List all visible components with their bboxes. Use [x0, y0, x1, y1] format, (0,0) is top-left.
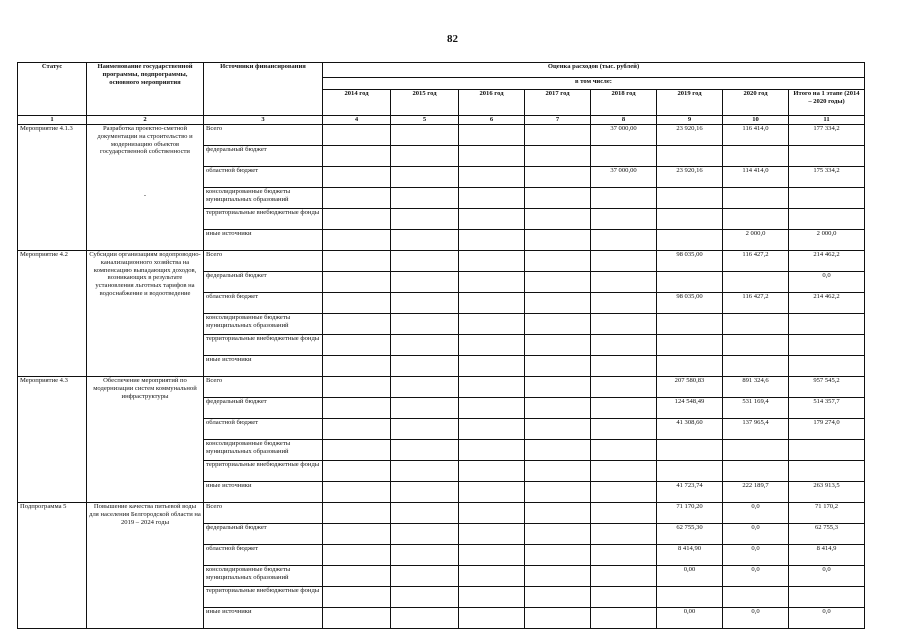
amount-cell — [591, 251, 657, 272]
section-name-cell — [87, 377, 204, 503]
amount-cell — [391, 230, 459, 251]
amount-cell — [723, 461, 789, 482]
amount-cell — [525, 566, 591, 587]
amount-cell — [525, 587, 591, 608]
amount-cell — [591, 335, 657, 356]
amount-cell — [591, 524, 657, 545]
amount-cell — [591, 293, 657, 314]
amount-cell — [323, 461, 391, 482]
section-status: Мероприятие 4.2 — [18, 251, 87, 377]
amount-cell — [391, 293, 459, 314]
amount-cell: 8 414,9 — [789, 545, 865, 566]
amount-cell — [323, 440, 391, 461]
table-row — [18, 125, 865, 146]
section-status: Мероприятие 4.1.3 — [18, 125, 87, 251]
amount-cell: 0,00 — [657, 566, 723, 587]
column-index: 3 — [204, 116, 323, 125]
amount-cell — [459, 482, 525, 503]
amount-cell — [789, 356, 865, 377]
amount-cell — [525, 419, 591, 440]
amount-cell — [723, 356, 789, 377]
amount-cell — [323, 146, 391, 167]
funding-source: иные источники — [204, 356, 323, 377]
amount-cell — [391, 209, 459, 230]
amount-cell — [657, 587, 723, 608]
amount-cell — [459, 188, 525, 209]
budget-table — [17, 62, 865, 629]
amount-cell: 62 755,30 — [657, 524, 723, 545]
amount-cell — [789, 461, 865, 482]
column-index: 7 — [525, 116, 591, 125]
amount-cell — [391, 335, 459, 356]
amount-cell: 98 035,00 — [657, 251, 723, 272]
amount-cell — [391, 272, 459, 293]
amount-cell: 114 414,0 — [723, 167, 789, 188]
amount-cell — [459, 503, 525, 524]
section-name: Субсидии организациям водопроводно-канализационного хозяйства на компенсацию выпадающих доходов, возникающих в результате установления льготных тарифов на водоснабжение и водоотведение — [89, 251, 201, 297]
amount-cell: 0,0 — [789, 272, 865, 293]
amount-cell — [323, 272, 391, 293]
funding-source: Всего — [204, 377, 323, 398]
funding-source: Всего — [204, 251, 323, 272]
amount-cell — [525, 188, 591, 209]
amount-cell — [723, 335, 789, 356]
section-name: Повышение качества питьевой воды для населения Белгородской области на 2019 – 2024 годы — [89, 503, 201, 526]
amount-cell: 23 920,16 — [657, 167, 723, 188]
header-year: 2016 год — [459, 90, 525, 116]
amount-cell: 8 414,90 — [657, 545, 723, 566]
column-index: 8 — [591, 116, 657, 125]
amount-cell: 71 170,20 — [657, 503, 723, 524]
header-year: 2018 год — [591, 90, 657, 116]
amount-cell — [657, 209, 723, 230]
amount-cell — [525, 524, 591, 545]
header-year: 2020 год — [723, 90, 789, 116]
amount-cell — [591, 188, 657, 209]
amount-cell — [591, 272, 657, 293]
amount-cell — [323, 398, 391, 419]
amount-cell — [657, 230, 723, 251]
amount-cell — [525, 209, 591, 230]
amount-cell: 177 334,2 — [789, 125, 865, 146]
funding-source: областной бюджет — [204, 419, 323, 440]
amount-cell — [391, 503, 459, 524]
amount-cell — [323, 482, 391, 503]
amount-cell — [525, 356, 591, 377]
section-name-cell — [87, 503, 204, 629]
amount-cell — [525, 146, 591, 167]
amount-cell: 222 189,7 — [723, 482, 789, 503]
funding-source: Всего — [204, 125, 323, 146]
amount-cell — [525, 335, 591, 356]
amount-cell — [723, 272, 789, 293]
amount-cell: 116 427,2 — [723, 293, 789, 314]
funding-source: территориальные внебюджетные фонды — [204, 587, 323, 608]
amount-cell: 531 169,4 — [723, 398, 789, 419]
amount-cell: 0,0 — [723, 545, 789, 566]
header-name: Наименование государственной программы, подпрограммы, основного мероприятия — [87, 63, 204, 116]
column-index: 5 — [391, 116, 459, 125]
amount-cell — [591, 503, 657, 524]
amount-cell — [391, 482, 459, 503]
amount-cell — [323, 608, 391, 629]
amount-cell — [657, 314, 723, 335]
amount-cell: 41 308,60 — [657, 419, 723, 440]
amount-cell — [591, 461, 657, 482]
amount-cell — [525, 272, 591, 293]
amount-cell — [591, 608, 657, 629]
funding-source: федеральный бюджет — [204, 398, 323, 419]
funding-source: консолидированные бюджеты муниципальных образований — [204, 188, 323, 209]
amount-cell: 2 000,0 — [789, 230, 865, 251]
amount-cell — [391, 524, 459, 545]
amount-cell — [723, 440, 789, 461]
amount-cell — [459, 314, 525, 335]
amount-cell — [525, 167, 591, 188]
funding-source: областной бюджет — [204, 167, 323, 188]
column-index: 2 — [87, 116, 204, 125]
amount-cell — [459, 608, 525, 629]
amount-cell — [723, 209, 789, 230]
funding-source: территориальные внебюджетные фонды — [204, 335, 323, 356]
section-name: Обеспечение мероприятий по модернизации систем коммунальной инфраструктуры — [93, 377, 197, 400]
amount-cell — [789, 587, 865, 608]
amount-cell — [591, 587, 657, 608]
funding-source: федеральный бюджет — [204, 272, 323, 293]
amount-cell: 514 357,7 — [789, 398, 865, 419]
amount-cell — [789, 209, 865, 230]
amount-cell: 0,0 — [723, 566, 789, 587]
amount-cell — [459, 566, 525, 587]
amount-cell — [525, 608, 591, 629]
amount-cell — [525, 293, 591, 314]
amount-cell: 263 913,5 — [789, 482, 865, 503]
amount-cell — [657, 461, 723, 482]
amount-cell — [459, 398, 525, 419]
amount-cell: 179 274,0 — [789, 419, 865, 440]
amount-cell — [391, 461, 459, 482]
amount-cell — [323, 314, 391, 335]
amount-cell — [323, 251, 391, 272]
amount-cell — [789, 335, 865, 356]
amount-cell — [391, 146, 459, 167]
amount-cell — [391, 167, 459, 188]
amount-cell — [459, 125, 525, 146]
amount-cell — [525, 440, 591, 461]
amount-cell — [323, 545, 391, 566]
amount-cell — [723, 314, 789, 335]
amount-cell — [323, 125, 391, 146]
amount-cell — [657, 335, 723, 356]
header-year: 2014 год — [323, 90, 391, 116]
amount-cell: 0,0 — [723, 503, 789, 524]
page-number: 82 — [447, 33, 458, 45]
section-name-cell — [87, 125, 204, 251]
amount-cell: 137 965,4 — [723, 419, 789, 440]
amount-cell — [723, 146, 789, 167]
amount-cell — [591, 545, 657, 566]
amount-cell — [789, 146, 865, 167]
funding-source: консолидированные бюджеты муниципальных образований — [204, 566, 323, 587]
amount-cell — [459, 524, 525, 545]
amount-cell: 2 000,0 — [723, 230, 789, 251]
amount-cell — [459, 167, 525, 188]
amount-cell — [525, 503, 591, 524]
amount-cell — [525, 545, 591, 566]
amount-cell: 957 545,2 — [789, 377, 865, 398]
amount-cell — [591, 377, 657, 398]
amount-cell — [323, 524, 391, 545]
amount-cell — [789, 440, 865, 461]
amount-cell — [459, 272, 525, 293]
amount-cell: 214 462,2 — [789, 293, 865, 314]
column-index: 1 — [18, 116, 87, 125]
amount-cell — [323, 230, 391, 251]
amount-cell — [323, 566, 391, 587]
header-year: 2017 год — [525, 90, 591, 116]
amount-cell — [323, 377, 391, 398]
amount-cell: 0,00 — [657, 608, 723, 629]
amount-cell — [391, 125, 459, 146]
amount-cell — [391, 587, 459, 608]
column-index: 9 — [657, 116, 723, 125]
amount-cell — [591, 356, 657, 377]
amount-cell: 124 548,49 — [657, 398, 723, 419]
amount-cell: 116 414,0 — [723, 125, 789, 146]
table-row — [18, 251, 865, 272]
amount-cell: 0,0 — [723, 608, 789, 629]
amount-cell: 0,0 — [789, 566, 865, 587]
amount-cell: 0,0 — [789, 608, 865, 629]
amount-cell — [591, 230, 657, 251]
amount-cell — [657, 440, 723, 461]
funding-source: консолидированные бюджеты муниципальных образований — [204, 440, 323, 461]
amount-cell — [459, 461, 525, 482]
amount-cell — [525, 251, 591, 272]
amount-cell — [591, 209, 657, 230]
funding-source: федеральный бюджет — [204, 524, 323, 545]
amount-cell — [459, 440, 525, 461]
amount-cell — [391, 377, 459, 398]
funding-source: иные источники — [204, 230, 323, 251]
funding-source: федеральный бюджет — [204, 146, 323, 167]
amount-cell — [391, 251, 459, 272]
amount-cell — [657, 188, 723, 209]
amount-cell — [459, 587, 525, 608]
amount-cell — [789, 314, 865, 335]
amount-cell — [591, 398, 657, 419]
funding-source: областной бюджет — [204, 293, 323, 314]
amount-cell — [391, 566, 459, 587]
amount-cell — [525, 314, 591, 335]
header-estimate: Оценка расходов (тыс. рублей) — [323, 63, 865, 78]
amount-cell — [391, 188, 459, 209]
amount-cell — [323, 167, 391, 188]
amount-cell — [591, 566, 657, 587]
table-row — [18, 377, 865, 398]
amount-cell: 116 427,2 — [723, 251, 789, 272]
funding-source: территориальные внебюджетные фонды — [204, 209, 323, 230]
amount-cell — [459, 209, 525, 230]
amount-cell — [391, 314, 459, 335]
funding-source: территориальные внебюджетные фонды — [204, 461, 323, 482]
table-body — [18, 125, 865, 629]
amount-cell — [525, 398, 591, 419]
amount-cell — [459, 356, 525, 377]
amount-cell: 41 723,74 — [657, 482, 723, 503]
amount-cell — [391, 419, 459, 440]
amount-cell — [459, 230, 525, 251]
amount-cell — [391, 608, 459, 629]
amount-cell: 71 170,2 — [789, 503, 865, 524]
funding-source: иные источники — [204, 482, 323, 503]
header-year: 2015 год — [391, 90, 459, 116]
amount-cell — [323, 209, 391, 230]
header-status: Статус — [18, 63, 87, 116]
amount-cell — [323, 356, 391, 377]
amount-cell — [723, 587, 789, 608]
column-index: 11 — [789, 116, 865, 125]
amount-cell: 23 920,16 — [657, 125, 723, 146]
funding-source: консолидированные бюджеты муниципальных образований — [204, 314, 323, 335]
amount-cell — [391, 356, 459, 377]
column-index: 10 — [723, 116, 789, 125]
amount-cell: 207 580,83 — [657, 377, 723, 398]
amount-cell — [591, 314, 657, 335]
header-total: Итого на 1 этапе (2014 – 2020 годы) — [789, 90, 865, 116]
amount-cell — [323, 587, 391, 608]
amount-cell — [591, 440, 657, 461]
amount-cell — [459, 335, 525, 356]
amount-cell — [323, 335, 391, 356]
amount-cell — [391, 545, 459, 566]
amount-cell — [391, 398, 459, 419]
amount-cell — [459, 293, 525, 314]
funding-source: областной бюджет — [204, 545, 323, 566]
section-status: Мероприятие 4.3 — [18, 377, 87, 503]
amount-cell — [323, 293, 391, 314]
amount-cell — [525, 125, 591, 146]
amount-cell — [323, 188, 391, 209]
amount-cell: 37 000,00 — [591, 125, 657, 146]
amount-cell: 0,0 — [723, 524, 789, 545]
header-year: 2019 год — [657, 90, 723, 116]
amount-cell — [789, 188, 865, 209]
amount-cell — [525, 377, 591, 398]
section-status: Подпрограмма 5 — [18, 503, 87, 629]
amount-cell — [459, 146, 525, 167]
amount-cell — [459, 545, 525, 566]
header-sources: Источники финансирования — [204, 63, 323, 116]
amount-cell — [657, 146, 723, 167]
amount-cell — [525, 230, 591, 251]
section-name-cell — [87, 251, 204, 377]
amount-cell — [525, 482, 591, 503]
header-including: в том числе: — [323, 78, 865, 90]
column-index-row — [18, 116, 865, 125]
amount-cell: 62 755,3 — [789, 524, 865, 545]
amount-cell: 891 324,6 — [723, 377, 789, 398]
amount-cell — [723, 188, 789, 209]
section-name: Разработка проектно-сметной документации на строительство и модернизацию объектов государственной собственности — [97, 125, 193, 156]
amount-cell — [591, 419, 657, 440]
amount-cell: 214 462,2 — [789, 251, 865, 272]
amount-cell — [459, 419, 525, 440]
amount-cell — [591, 146, 657, 167]
amount-cell — [459, 377, 525, 398]
table-header — [18, 63, 865, 125]
amount-cell — [459, 251, 525, 272]
amount-cell — [391, 440, 459, 461]
column-index: 6 — [459, 116, 525, 125]
amount-cell: 175 334,2 — [789, 167, 865, 188]
column-index: 4 — [323, 116, 391, 125]
funding-source: иные источники — [204, 608, 323, 629]
amount-cell — [525, 461, 591, 482]
amount-cell — [323, 419, 391, 440]
amount-cell — [657, 356, 723, 377]
amount-cell: 37 000,00 — [591, 167, 657, 188]
section-mark: - — [143, 192, 147, 200]
funding-source: Всего — [204, 503, 323, 524]
amount-cell — [591, 482, 657, 503]
amount-cell: 98 035,00 — [657, 293, 723, 314]
amount-cell — [323, 503, 391, 524]
table-row — [18, 503, 865, 524]
amount-cell — [657, 272, 723, 293]
